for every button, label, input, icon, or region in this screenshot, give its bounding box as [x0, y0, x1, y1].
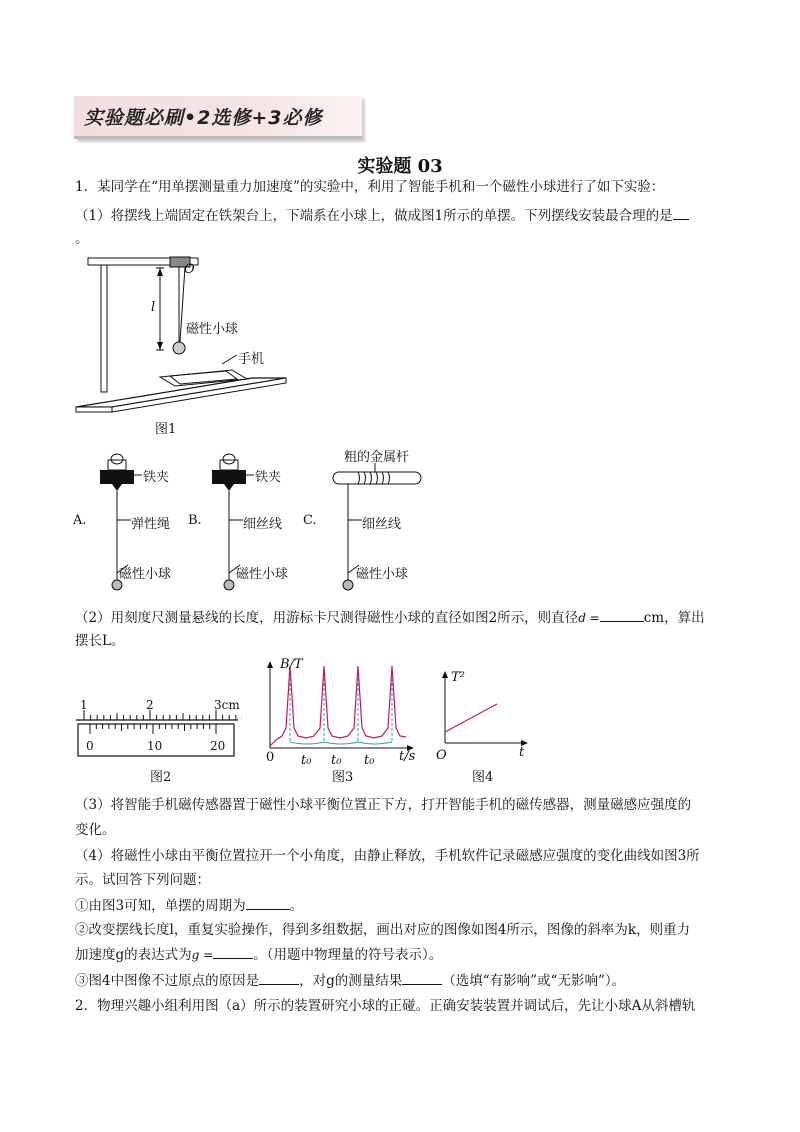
- option-a-ball-label: 磁性小球: [119, 567, 172, 582]
- fig3-x-label: t/s: [399, 749, 416, 764]
- q1-part3: （3）将智能手机磁传感器置于磁性小球平衡位置正下方，打开智能手机的磁传感器，测量磁感应强度的: [75, 797, 692, 813]
- fig2-vernier-0: 0: [86, 739, 94, 753]
- q1-part4: （4）将磁性小球由平衡位置拉开一个小角度，由静止释放，手机软件记录磁感应强度的变化曲线如图3所: [75, 848, 700, 864]
- fig2-main-1: 1: [80, 698, 88, 712]
- q1-part1-end: 。: [75, 231, 89, 247]
- page-title: 实验题 03: [357, 156, 443, 177]
- q1-part2-end: 摆长L。: [75, 633, 125, 649]
- q1-sub2-end: 。（用题中物理量的符号表示）。: [253, 947, 443, 963]
- q1-part3-end: 变化。: [75, 822, 116, 838]
- fig1-length-l: l: [151, 300, 156, 315]
- fig3-t0-3: t₀: [364, 753, 375, 768]
- fig4-origin: O: [436, 748, 447, 763]
- figure-3-bt-curve: [262, 658, 422, 763]
- fig4-caption: 图4: [472, 770, 494, 785]
- fig1-ball-label: 磁性小球: [186, 322, 239, 337]
- figure-4-t2-graph: [435, 668, 535, 753]
- fig3-caption: 图3: [332, 770, 354, 785]
- option-b-wire-label: 细丝线: [243, 517, 283, 532]
- section-banner: [74, 96, 362, 139]
- option-c-letter[interactable]: C.: [303, 513, 317, 528]
- answer-blank-1[interactable]: [673, 205, 689, 220]
- q1-sub2: ②改变摆线长度l，重复实验操作，得到多组数据，画出对应的图像如图4所示，图像的斜率为k，则重力: [75, 922, 691, 938]
- fig4-x-label: t: [519, 745, 525, 760]
- answer-blank-reason[interactable]: [259, 970, 299, 985]
- fig3-origin: 0: [266, 750, 275, 765]
- fig3-t0-1: t₀: [301, 753, 312, 768]
- option-a-wire-label: 弹性绳: [131, 517, 171, 532]
- q1-part1-text: （1）将摆线上端固定在铁架台上，下端系在小球上，做成图1所示的单摆。下列摆线安装最合理的是: [75, 208, 673, 224]
- banner-text: 实验题必刷•2选修+3必修: [84, 107, 323, 129]
- q2-intro: 2．物理兴趣小组利用图（a）所示的装置研究小球的正碰。正确安装装置并调试后，先让小球A从斜槽轨: [75, 998, 696, 1014]
- fig1-phone-label: 手机: [238, 352, 265, 367]
- q1-part2: [75, 607, 705, 628]
- option-c-wire-label: 细丝线: [362, 517, 402, 532]
- option-b-clip-label: 铁夹: [255, 470, 282, 485]
- diameter-symbol: d =: [578, 611, 600, 625]
- answer-blank-period[interactable]: [246, 895, 290, 910]
- fig2-main-3: 3cm: [214, 698, 240, 712]
- q1-sub2-line2: [75, 944, 442, 965]
- option-a-clip-label: 铁夹: [143, 470, 170, 485]
- option-c-ball-label: 磁性小球: [356, 567, 409, 582]
- fig1-caption: 图1: [155, 422, 177, 437]
- answer-blank-diameter[interactable]: [600, 607, 644, 622]
- q1-sub3-text: ③图4中图像不过原点的原因是: [75, 973, 260, 989]
- option-b-letter[interactable]: B.: [188, 513, 202, 528]
- fig2-vernier-10: 10: [147, 739, 163, 753]
- fig1-point-o: O: [184, 262, 195, 277]
- q1-sub3-end: （选填“有影响”或“无影响”）。: [442, 973, 626, 989]
- q1-part1: [75, 205, 689, 226]
- q1-sub1: [75, 895, 303, 916]
- q1-part2-text: （2）用刻度尺测量悬线的长度，用游标卡尺测得磁性小球的直径如图2所示，则直径: [75, 610, 579, 626]
- q1-intro: 1．某同学在“用单摆测量重力加速度”的实验中，利用了智能手机和一个磁性小球进行了如下实验：: [75, 179, 665, 195]
- option-b-ball-label: 磁性小球: [236, 567, 289, 582]
- fig3-t0-2: t₀: [331, 753, 342, 768]
- q1-part4-end: 示。试回答下列问题：: [75, 872, 210, 888]
- answer-blank-g[interactable]: [213, 944, 253, 959]
- q1-sub1-text: ①由图3可知，单摆的周期为: [75, 898, 246, 914]
- fig2-vernier-20: 20: [210, 739, 226, 753]
- q1-sub3-mid: ，对g的测量结果: [299, 973, 403, 989]
- g-symbol: g =: [191, 948, 214, 962]
- option-a-letter[interactable]: A.: [73, 513, 87, 528]
- fig2-main-2: 2: [146, 698, 154, 712]
- option-c-rod-label: 粗的金属杆: [344, 450, 410, 465]
- q1-sub1-end: 。: [289, 898, 304, 914]
- q1-sub2-text: 加速度g的表达式为: [75, 947, 192, 963]
- fig2-caption: 图2: [150, 770, 172, 785]
- fig4-y-label: T²: [451, 670, 465, 685]
- answer-blank-effect[interactable]: [402, 970, 442, 985]
- q1-part2-unit: cm，算出: [643, 610, 705, 626]
- fig3-y-label: B/T: [280, 657, 303, 672]
- q1-sub3: [75, 970, 625, 991]
